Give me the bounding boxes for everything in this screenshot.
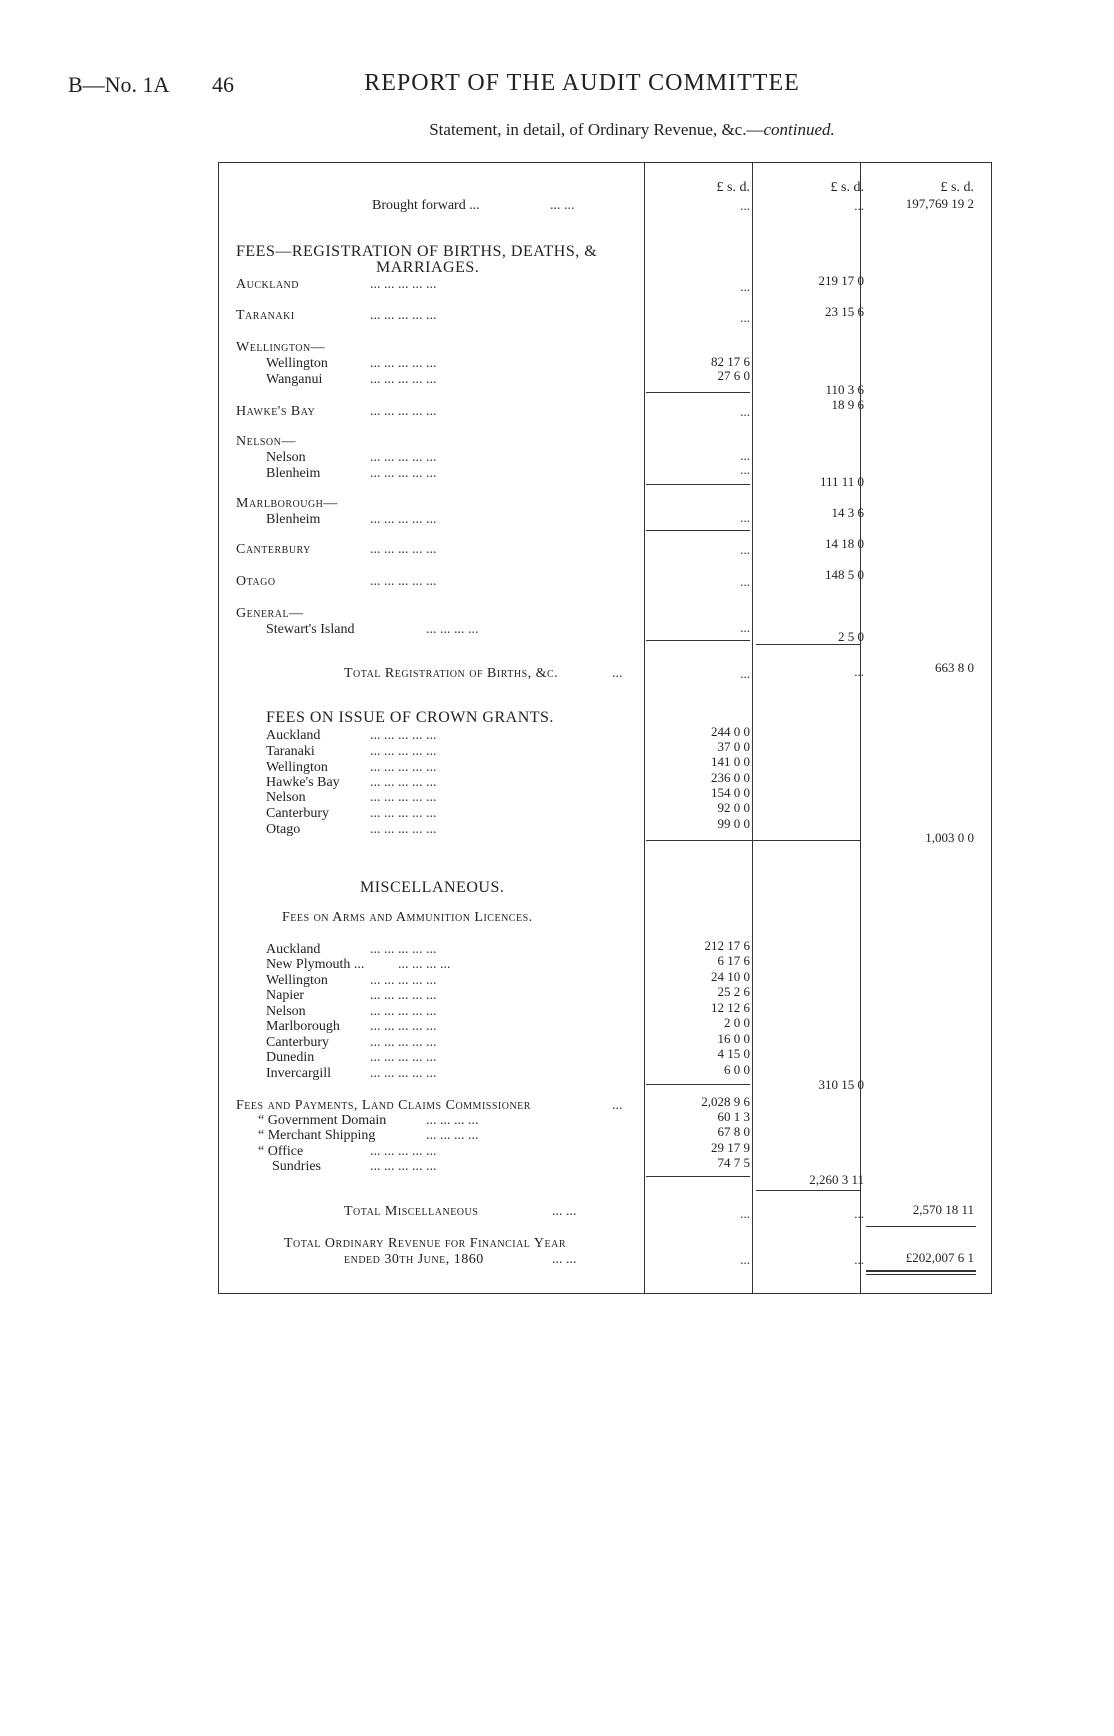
reg-otago-dots: ... ... ... ... ... xyxy=(370,574,437,589)
land-row-dots: ... ... ... ... xyxy=(426,1128,479,1143)
reg-wellington-label: Wellington— xyxy=(236,340,326,355)
arms-row-c1: 6 17 6 xyxy=(717,953,750,968)
document-reference: B—No. 1A xyxy=(68,72,170,97)
table-top-border xyxy=(218,162,992,163)
grand-total-label: Total Ordinary Revenue for Financial Year xyxy=(284,1236,567,1251)
land-rule xyxy=(646,1176,750,1177)
arms-row-dots: ... ... ... ... ... xyxy=(370,942,437,957)
reg-marlborough-sub1-c1: ... xyxy=(740,510,750,525)
crown-row-label: Auckland xyxy=(266,728,321,743)
land-row-dots: ... ... ... ... ... xyxy=(370,1159,437,1174)
crown-row-dots: ... ... ... ... ... xyxy=(370,822,437,837)
crown-row-label: Wellington xyxy=(266,760,328,775)
misc-total-c3: 2,570 18 11 xyxy=(912,1202,974,1217)
arms-row-c1: 6 0 0 xyxy=(724,1062,750,1077)
reg-general-sub1-label: Stewart's Island xyxy=(266,622,355,637)
land-row-c1: 29 17 9 xyxy=(711,1140,750,1155)
crown-grants-rule xyxy=(646,840,860,841)
land-row-label: Sundries xyxy=(272,1159,321,1174)
misc-total-c1: ... xyxy=(740,1206,750,1221)
arms-row-label: New Plymouth ... xyxy=(266,957,365,972)
registration-heading: FEES—REGISTRATION OF BIRTHS, DEATHS, & xyxy=(236,243,598,260)
arms-row-dots: ... ... ... ... ... xyxy=(370,973,437,988)
reg-general-label: General— xyxy=(236,606,304,621)
crown-grants-total: 1,003 0 0 xyxy=(925,830,974,845)
brought-forward-label: Brought forward ... xyxy=(372,198,480,213)
reg-wellington-total: 110 3 6 xyxy=(825,382,864,397)
grand-total-c1: ... xyxy=(740,1252,750,1267)
grand-total-double-rule-1 xyxy=(866,1270,976,1272)
arms-row-label: Napier xyxy=(266,988,305,1003)
crown-row-c1: 37 0 0 xyxy=(717,739,750,754)
arms-row-dots: ... ... ... ... ... xyxy=(370,988,437,1003)
land-row-dots: ... xyxy=(612,1098,623,1113)
reg-wellington-sub1-c1: 82 17 6 xyxy=(711,354,750,369)
statement-subtitle xyxy=(0,120,1114,140)
land-row-dots: ... ... ... ... xyxy=(426,1113,479,1128)
reg-wellington-sub1-label: Wellington xyxy=(266,356,328,371)
crown-grants-heading: FEES ON ISSUE OF CROWN GRANTS. xyxy=(266,709,554,726)
reg-auckland-c2: 219 17 0 xyxy=(818,273,864,288)
crown-row-dots: ... ... ... ... ... xyxy=(370,744,437,759)
reg-nelson-sub1-label: Nelson xyxy=(266,450,306,465)
reg-canterbury-c2: 14 18 0 xyxy=(825,536,864,551)
crown-row-c1: 141 0 0 xyxy=(711,754,750,769)
reg-marlborough-total: 14 3 6 xyxy=(831,505,864,520)
reg-taranaki-dots: ... ... ... ... ... xyxy=(370,308,437,323)
crown-row-dots: ... ... ... ... ... xyxy=(370,775,437,790)
col3-header: £ s. d. xyxy=(940,180,974,195)
arms-row-dots: ... ... ... ... ... xyxy=(370,1019,437,1034)
column-divider-1 xyxy=(644,162,645,1294)
reg-general-rule xyxy=(646,640,750,641)
grand-total-double-rule-2 xyxy=(866,1274,976,1275)
reg-wellington-sub2-c1: 27 6 0 xyxy=(717,368,750,383)
column-divider-3 xyxy=(860,162,861,1294)
arms-row-dots: ... ... ... ... ... xyxy=(370,1050,437,1065)
misc-subheading: Fees on Arms and Ammunition Licences. xyxy=(282,910,533,925)
arms-row-label: Canterbury xyxy=(266,1035,329,1050)
reg-total-c3: 663 8 0 xyxy=(935,660,974,675)
land-row-c1: 74 7 5 xyxy=(717,1155,750,1170)
land-row-label: Fees and Payments, Land Claims Commissioner xyxy=(236,1098,531,1113)
arms-rule xyxy=(646,1084,750,1085)
reg-auckland-c1: ... xyxy=(740,279,750,294)
reg-marlborough-sub1-label: Blenheim xyxy=(266,512,321,527)
crown-row-label: Otago xyxy=(266,822,301,837)
reg-general-sub1-dots: ... ... ... ... xyxy=(426,622,479,637)
reg-wellington-sub2-dots: ... ... ... ... ... xyxy=(370,372,437,387)
grand-total-label-2: ended 30th June, 1860 xyxy=(344,1252,484,1267)
reg-hawkes-bay-label: Hawke's Bay xyxy=(236,404,316,419)
arms-row-label: Nelson xyxy=(266,1004,306,1019)
arms-row-label: Marlborough xyxy=(266,1019,340,1034)
arms-total: 310 15 0 xyxy=(818,1077,864,1092)
subtitle-text: Statement, in detail, of Ordinary Revenue, &c.— xyxy=(429,120,764,139)
crown-row-c1: 99 0 0 xyxy=(717,816,750,831)
crown-row-label: Taranaki xyxy=(266,744,315,759)
arms-row-c1: 24 10 0 xyxy=(711,969,750,984)
reg-otago-c2: 148 5 0 xyxy=(825,567,864,582)
crown-row-label: Nelson xyxy=(266,790,306,805)
reg-marlborough-sub1-dots: ... ... ... ... ... xyxy=(370,512,437,527)
crown-row-c1: 154 0 0 xyxy=(711,785,750,800)
page-number: 46 xyxy=(212,72,234,97)
misc-total-c2: ... xyxy=(854,1206,864,1221)
misc-col3-rule xyxy=(866,1226,976,1227)
crown-row-label: Hawke's Bay xyxy=(266,775,340,790)
reg-wellington-rule xyxy=(646,392,750,393)
reg-marlborough-rule xyxy=(646,530,750,531)
page-title: REPORT OF THE AUDIT COMMITTEE xyxy=(364,70,800,96)
crown-row-dots: ... ... ... ... ... xyxy=(370,790,437,805)
col1-header: £ s. d. xyxy=(716,180,750,195)
reg-otago-c1: ... xyxy=(740,574,750,589)
crown-row-c1: 244 0 0 xyxy=(711,724,750,739)
arms-row-c1: 12 12 6 xyxy=(711,1000,750,1015)
misc-heading: MISCELLANEOUS. xyxy=(360,879,505,896)
arms-row-c1: 2 0 0 xyxy=(724,1015,750,1030)
subtitle-continued: continued. xyxy=(763,120,835,139)
reg-canterbury-dots: ... ... ... ... ... xyxy=(370,542,437,557)
reg-nelson-sub1-c1: ... xyxy=(740,448,750,463)
reg-auckland-dots: ... ... ... ... ... xyxy=(370,277,437,292)
land-total: 2,260 3 11 xyxy=(809,1172,864,1187)
reg-nelson-rule xyxy=(646,484,750,485)
registration-heading-2: MARRIAGES. xyxy=(376,259,480,276)
arms-row-c1: 25 2 6 xyxy=(717,984,750,999)
brought-forward-c1: ... xyxy=(740,198,750,213)
crown-row-c1: 236 0 0 xyxy=(711,770,750,785)
arms-row-label: Wellington xyxy=(266,973,328,988)
reg-col2-rule xyxy=(756,644,860,645)
arms-row-dots: ... ... ... ... ... xyxy=(370,1035,437,1050)
land-row-label: “ Government Domain xyxy=(258,1113,387,1128)
reg-marlborough-label: Marlborough— xyxy=(236,496,338,511)
grand-total-dots: ... ... xyxy=(552,1252,577,1267)
reg-general-total: 2 5 0 xyxy=(838,629,864,644)
brought-forward-c3: 197,769 19 2 xyxy=(905,196,974,211)
reg-general-sub1-c1: ... xyxy=(740,620,750,635)
arms-row-label: Invercargill xyxy=(266,1066,332,1081)
misc-total-label: Total Miscellaneous xyxy=(344,1204,479,1219)
land-row-c1: 2,028 9 6 xyxy=(701,1094,750,1109)
reg-wellington-sub2-label: Wanganui xyxy=(266,372,323,387)
reg-nelson-total: 111 11 0 xyxy=(819,474,864,489)
reg-hawkes-bay-dots: ... ... ... ... ... xyxy=(370,404,437,419)
table-left-border xyxy=(218,162,219,1294)
land-row-label: “ Merchant Shipping xyxy=(258,1128,376,1143)
land-row-c1: 60 1 3 xyxy=(717,1109,750,1124)
table-bottom-border xyxy=(218,1293,992,1294)
arms-row-dots: ... ... ... ... ... xyxy=(370,1004,437,1019)
reg-canterbury-label: Canterbury xyxy=(236,542,311,557)
land-row-c1: 67 8 0 xyxy=(717,1124,750,1139)
reg-auckland-label: Auckland xyxy=(236,277,299,292)
misc-col2-rule xyxy=(756,1190,860,1191)
crown-row-c1: 92 0 0 xyxy=(717,800,750,815)
arms-row-c1: 4 15 0 xyxy=(717,1046,750,1061)
arms-row-label: Dunedin xyxy=(266,1050,315,1065)
reg-hawkes-bay-c1: ... xyxy=(740,404,750,419)
reg-total-label: Total Registration of Births, &c. xyxy=(344,666,559,681)
crown-row-dots: ... ... ... ... ... xyxy=(370,728,437,743)
crown-row-dots: ... ... ... ... ... xyxy=(370,806,437,821)
table-right-border xyxy=(991,162,992,1294)
arms-row-dots: ... ... ... ... xyxy=(398,957,451,972)
arms-row-dots: ... ... ... ... ... xyxy=(370,1066,437,1081)
crown-row-label: Canterbury xyxy=(266,806,329,821)
reg-nelson-sub1-dots: ... ... ... ... ... xyxy=(370,450,437,465)
grand-total-c3: £202,007 6 1 xyxy=(905,1250,974,1265)
reg-total-dots: ... xyxy=(612,666,623,681)
reg-taranaki-label: Taranaki xyxy=(236,308,295,323)
reg-nelson-sub2-dots: ... ... ... ... ... xyxy=(370,466,437,481)
col2-header: £ s. d. xyxy=(830,180,864,195)
reg-nelson-label: Nelson— xyxy=(236,434,296,449)
reg-nelson-sub2-c1: ... xyxy=(740,462,750,477)
arms-row-c1: 212 17 6 xyxy=(704,938,750,953)
land-row-dots: ... ... ... ... ... xyxy=(370,1144,437,1159)
reg-taranaki-c2: 23 15 6 xyxy=(825,304,864,319)
reg-canterbury-c1: ... xyxy=(740,542,750,557)
misc-total-dots: ... ... xyxy=(552,1204,577,1219)
reg-nelson-sub2-label: Blenheim xyxy=(266,466,321,481)
reg-hawkes-bay-c2: 18 9 6 xyxy=(831,397,864,412)
grand-total-c2: ... xyxy=(854,1252,864,1267)
reg-total-c1: ... xyxy=(740,666,750,681)
brought-forward-dots: ... ... xyxy=(550,198,575,213)
reg-taranaki-c1: ... xyxy=(740,310,750,325)
reg-otago-label: Otago xyxy=(236,574,276,589)
reg-total-c2: ... xyxy=(854,664,864,679)
arms-row-c1: 16 0 0 xyxy=(717,1031,750,1046)
reg-wellington-sub1-dots: ... ... ... ... ... xyxy=(370,356,437,371)
brought-forward-c2: ... xyxy=(854,198,864,213)
land-row-label: “ Office xyxy=(258,1144,304,1159)
crown-row-dots: ... ... ... ... ... xyxy=(370,760,437,775)
arms-row-label: Auckland xyxy=(266,942,321,957)
column-divider-2 xyxy=(752,162,753,1294)
